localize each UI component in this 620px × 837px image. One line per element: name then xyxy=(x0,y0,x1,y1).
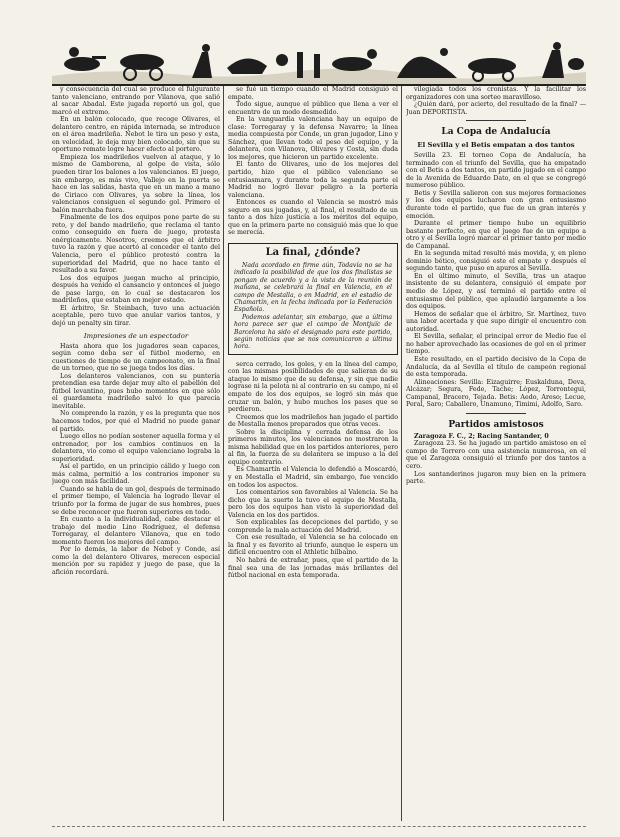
paragraph: El árbitro, Sr. Steinbach, tuvo una actuación aceptable, pero tuvo que anular varios tantos, y dejó un penalty sin tirar. xyxy=(52,304,220,327)
paragraph: El Sevilla, señalar, el principal error de Medio fue el no haber aprovechado las ocasiones de gol en el primer tiempo. xyxy=(406,333,586,356)
separator xyxy=(466,413,526,414)
section-heading: Partidos amistosos xyxy=(448,419,544,430)
column-3 xyxy=(406,86,586,821)
paragraph: Con ese resultado, el Valencia se ha colocado en la final y es favorito al triunfo, aunque le espera un difícil encuentro con el Athletic bilbaíno. xyxy=(228,534,398,557)
paragraph: No comprendo la razón, y es la pregunta que nos hacemos todos, por qué el Madrid no puede ganar el partido. xyxy=(52,410,220,433)
paragraph: Hemos de señalar que el árbitro, Sr. Martínez, tuvo una labor acertada y que supo dirigir el encuentro con autoridad. xyxy=(406,310,586,333)
separator xyxy=(466,120,526,121)
paragraph: Los dos equipos juegan mucho al principio, después ha venido el cansancio y entonces el juego de pase largo, en lo cual se destacaron los madrileños, que estaban en mejor estado. xyxy=(52,274,220,305)
column-rule xyxy=(401,86,402,821)
page-footer-rule xyxy=(52,826,586,833)
paragraph: Por lo demás, la labor de Nebot y Conde, así como la del delantero Olivares, merecen especial mención por su rapidez y juego de pase, que la afición recordará. xyxy=(52,546,220,576)
paragraph: Podemos adelantar, sin embargo, que a última hora parece ser que el campo de Montjuïc de Barcelona ha sido el designado para este partido, según noticias que se nos comunicaron a última hora. xyxy=(234,313,392,351)
paragraph: En la vanguardia valenciana hay un equipo de clase: Torregaray y la defensa Navarro; la línea media compuesta por Conde, un gran jugador, Lino y Sánchez, que llevan todo el peso del equipo, y la delantera, con Vilanova, Olivares y Costa, sin duda los mejores, que hicieron un partido excelente. xyxy=(228,116,398,161)
column-rule xyxy=(223,86,224,821)
sub-heading: El Sevilla y el Betis empatan a dos tantos xyxy=(417,141,575,150)
section-heading: Impresiones de un espectador xyxy=(83,331,189,340)
paragraph: Creemos que los madrileños han jugado el partido de Mestalla menos preparados que otras veces. xyxy=(228,413,398,429)
final-venue-box xyxy=(228,243,398,355)
paragraph: En el último minuto, el Sevilla, tras un ataque insistente de su delantera, consiguió el empate por medio de López, y así terminó el partido entre el entusiasmo del público, que aplaudió largamente a los dos equipos. xyxy=(406,272,586,311)
paragraph: y consecuencia del cual se produce el fulgurante tanto valenciano, entrando por Vilanova, que salió al sacar Abadal. Este jugada reportó un gol, que marcó el extremo. xyxy=(52,86,220,116)
paragraph: se fué un tiempo cuando el Madrid consiguió el empate. xyxy=(228,86,398,101)
paragraph: serca cerrado, los goles, y en la línea del campo, con las mismas posibilidades de que salieran de su ataque lo mismo que de su defensa, y sin que nadie lograse ni la pelota ni al contrario en su campo, ni el empate de los dos equipos, se logró sin más que cruzar un balón, y hubo muchos los pases que se perdieron. xyxy=(228,360,398,414)
paragraph: Betis y Sevilla salieron con sus mejores formaciones y los dos equipos lucharon con gran entusiasmo durante todo el partido, que fue de un gran interés y emoción. xyxy=(406,189,586,220)
paragraph: Finalmente de los dos equipos pone parte de su reto, y del bando madrileño, que reclama el tanto como conseguido en fuera de juego, protesta enérgicamente. Nosotros, creemos que el árbitro tuvo la razón y que acertó al conceder el tanto del Valencia, pero el público protestó contra la superioridad del Madrid, que no hace tanto el resultado a su favor. xyxy=(52,214,220,275)
paragraph: ¿Quién dará, por acierto, del resultado de la final? —Juan DEPORTISTA. xyxy=(406,101,586,116)
section-heading: La Copa de Andalucía xyxy=(441,127,551,138)
paragraph: En la segunda mitad resultó más movida, y, en pleno dominio bético, consiguió este el empate y después el segundo tanto, que puso en apuros al Sevilla. xyxy=(406,250,586,273)
paragraph: Los santanderinos jugaron muy bien en la primera parte. xyxy=(406,470,586,486)
paragraph: Los delanteros valencianos, con su puntería pretendían esa tarde dejar muy alto el pabellón del fútbol levantino, pues hubo momentos en que sólo el guardameta madrileño salvó lo que parecía inevitable. xyxy=(52,372,220,410)
paragraph: Es Chamartín el Valencia lo defendió a Moscardó, y en Mestalla el Madrid, sin embargo, fue vencido en todos los aspectos. xyxy=(228,466,398,489)
paragraph: No habrá de extrañar, pues, que el partido de la final sea una de las jornadas más brillantes del fútbol nacional en esta temporada. xyxy=(228,557,398,580)
banner-illustration xyxy=(52,38,586,84)
paragraph: Los comentarios son favorables al Valencia. Se ha dicho que la suerte la tuvo el equipo de Mestalla, pero los dos equipos han visto la superioridad del Valencia en los dos partidos. xyxy=(228,489,398,519)
paragraph: Nada acordado en firme aún, Todavía no se ha indicado la posibilidad de que los dos finalistas se pongan de acuerdo y a la vista de la reunión de mañana, se celebrará la final en Valencia, en el campo de Mestalla, o en Madrid, en el estadio de Chamartín, en la fecha indicada por la Federación Española. xyxy=(234,261,392,314)
paragraph: Alineaciones: Sevilla: Eizaguirre; Euskalduna, Deva, Alcázar; Segura, Fede, Tache; López, Torrontegui, Campanal, Bracero, Tejada. Betis: Aedo, Areso; Lecue, Peral, Saro; Caballero, Unamuno, Timimi, Adolfo, Saro. xyxy=(406,378,586,409)
sports-section-banner xyxy=(52,38,586,86)
paragraph: Luego ellos no podían sostener aquella forma y el entrenador, por los cambios continuos en la delantera, vio como el equipo valenciano lograba la superioridad. xyxy=(52,433,220,463)
paragraph: Sevilla 23. El torneo Copa de Andalucía, ha terminado con el triunfo del Sevilla, que ha empatado con el Betis a dos tantos, en partido jugado en el campo de la Avenida de Eduardo Dato, en el que se congregó numeroso público. xyxy=(406,152,586,190)
paragraph: Cuando se habla de un gol, después de terminado el primer tiempo, el Valencia ha logrado llevar el triunfo por la forma de jugar de sus hombres, pues se debe reconocer que fueron superiores en todo. xyxy=(52,485,220,516)
paragraph: Empieza los madrileños vuelven al ataque, y lo mismo de Gamborena, al golpe de vista, sólo pueden tirar los balones a los valencianos. El juego, sin embargo, es más vivo, Vallejo en la puerta se hace en las salidas, hasta que en un mano a mano de Ciriaco con Olivares, ya sobre la línea, los valencianos consiguen el segundo gol. Primero el balón marchaba fuera. xyxy=(52,153,220,214)
column-1 xyxy=(52,86,220,821)
column-2 xyxy=(228,86,398,821)
box-title: La final, ¿dónde? xyxy=(265,246,361,258)
paragraph: Así el partido, en un principio cálido y luego con más calma, permitió a los contrarios imponer su juego con más facilidad. xyxy=(52,463,220,486)
paragraph: Son explicables las decepciones del partido, y se comprende la mala actuación del Madrid. xyxy=(228,519,398,534)
paragraph: En cuanto a la individualidad, cabe destacar el trabajo del medio Lino Rodríguez, el defensa Torregaray, el delantero Vilanova, que en todo momento fueron los mejores del campo. xyxy=(52,516,220,546)
paragraph: Este resultado, en el partido decisivo de la Copa de Andalucía, da al Sevilla el título de campeón regional de esta temporada. xyxy=(406,355,586,379)
paragraph: En un balón colocado, que recoge Olivares, el delantero centro, en rápida internada, se introduce en el área madrileña. Nebot le tira un peso y esta, en velocidad, le deja muy bien colocado, sin que su oportuno remate logre hacer efecto al portero. xyxy=(52,116,220,154)
paragraph: Todo sigue, aunque el público que llena a ver el encuentro de un modo desmedido. xyxy=(228,101,398,116)
paragraph: Entonces es cuando el Valencia se mostró más seguro en sus jugadas, y, al final, el resultado de un tanto a dos hizo justicia a los méritos del equipo, que en la primera parte no consiguió más que lo que se merecía. xyxy=(228,199,398,237)
paragraph: vilegiada todos los cronistas. Y la facilitar los organizadores con una sorteo maravilloso. xyxy=(406,86,586,101)
paragraph: Zaragoza 23. Se ha jugado un partido amistoso en el campo de Torrero con una asistencia numerosa, en el que el Zaragoza consiguió el triunfo por dos tantos a cero. xyxy=(406,440,586,470)
paragraph: Hasta ahora que los jugadores sean capaces, según como deba ser el fútbol moderno, en cuestiones de tiempo de un campeonato, en la final de un torneo, que no se juega todos los días. xyxy=(52,342,220,373)
paragraph: Durante el primer tiempo hubo un equilibrio bastante perfecto, en que el juego fue de un equipo a otro y el Sevilla logró marcar el primer tanto por medio de Campanal. xyxy=(406,220,586,250)
paragraph: Sobre la disciplina y cerrada defensa de los primeros minutos, los valencianos no mostraron la misma habilidad que en los partidos anteriores, pero al fin, la fuerza de su delantera se impuso a la del equipo contrario. xyxy=(228,428,398,466)
paragraph: Zaragoza F. C., 2; Racing Santander, 0 xyxy=(414,432,549,440)
paragraph: El tanto de Olivares, uno de los mejores del partido, hizo que el público valenciano se entusiasmara, y durante toda la segunda parte el Madrid no logró llevar peligro a la portería valenciana. xyxy=(228,161,398,199)
